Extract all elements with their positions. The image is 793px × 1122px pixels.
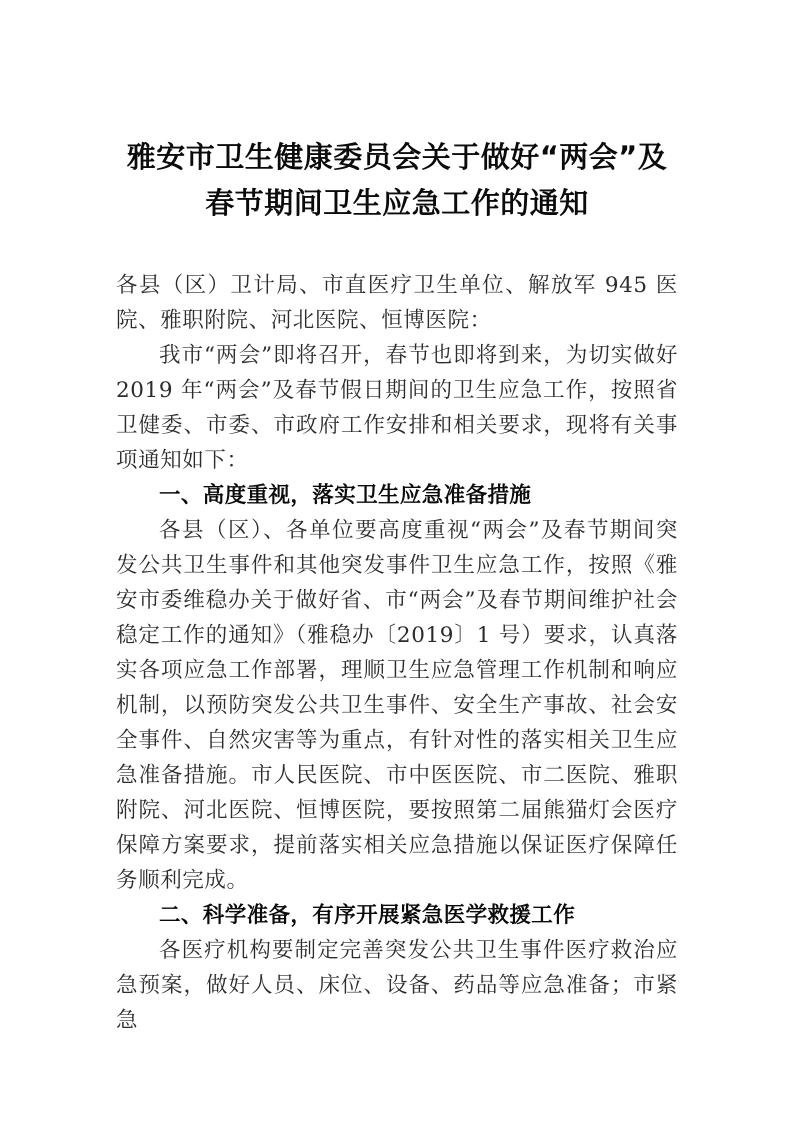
section-paragraph-2: 各医疗机构要制定完善突发公共卫生事件医疗救治应急预案，做好人员、床位、设备、药品等应急准备；市紧急 [116, 938, 678, 1033]
intro-paragraph: 我市“两会”即将召开，春节也即将到来，为切实做好 2019 年“两会”及春节假日期间的卫生应急工作，按照省卫健委、市委、市政府工作安排和相关要求，现将有关事项通知如下： [116, 343, 678, 473]
section-heading-2: 二、科学准备，有序开展紧急医学救援工作 [159, 903, 576, 928]
section-heading-1: 一、高度重视，落实卫生应急准备措施 [159, 483, 532, 508]
section-paragraph-1: 各县（区）、各单位要高度重视“两会”及春节期间突发公共卫生事件和其他突发事件卫生应急工作，按照《雅安市委维稳办关于做好省、市“两会”及春节期间维护社会稳定工作的通知》（雅稳办〔2019〕1 号）要求，认真落实各项应急工作部署，理顺卫生应急管理工作机制和响应机制，以预防突发公共卫生事件、安全生产事故、社会安全事件、自然灾害等为重点，有针对性的落实相关卫生应急准备措施。市人民医院、市中医医院、市二医院、雅职附院、河北医院、恒博医院，要按照第二届熊猫灯会医疗保障方案要求，提前落实相关应急措施以保证医疗保障任务顺利完成。 [116, 518, 678, 893]
recipient-line: 各县（区）卫计局、市直医疗卫生单位、解放军 945 医院、雅职附院、河北医院、恒博医院： [116, 273, 678, 333]
page-title [116, 134, 678, 226]
page-title-line-2: 春节期间卫生应急工作的通知 [205, 186, 589, 220]
document-body [116, 134, 678, 1038]
page-title-line-1: 雅安市卫生健康委员会关于做好“两会”及 [126, 140, 668, 174]
